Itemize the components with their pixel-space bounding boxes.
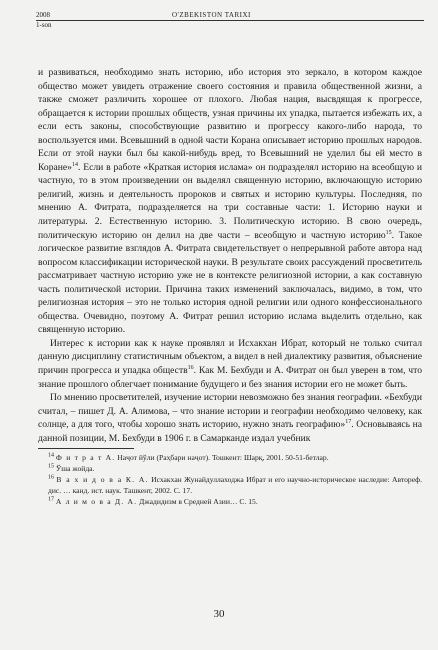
paragraph-text: . Если в работе «Краткая история ислама» он подразделял историю на всеобщую и частную, то в этом произведении он выделял священную историю, включающую историю религий, жизнь и деятельность пророков и святых и историю культуры. Последняя, по мнению А. Фитрата, подразделяется на три составные части: 1. Историю науки и литературы. 2. Естественную историю. 3. Политическую историю. В свою очередь, политическую историю он делил на две части – всеобщую и частную историю <box>38 161 422 241</box>
footnote <box>38 452 422 463</box>
header-rule <box>36 20 424 21</box>
header-journal-title: O'ZBEKISTON TARIXI <box>172 11 251 19</box>
paragraph-text: . Такое логическое развитие взглядов А. Фитрата свидетельствует о непрерывной работе автора над вопросом классификации исторической науки. В результате своих рассуждений просветитель рассматривает частную историю уже не в контексте религиозной истории, а как составную часть политической истории. Причина таких изменений заключалась, видимо, в том, что религиозная история – это не только история одной религии или одного конфессионального общества. Очевидно, поэтому А. Фитрат решил историю ислама выделить отдельно, как священную историю. <box>38 229 422 336</box>
paragraph-text: Интерес к истории как к науке проявлял и Исхакхан Ибрат, который не только считал данную дисциплину статистичным объектом, а видел в ней диалектику развития, объяснение причин прогресса и упадка обществ <box>38 337 422 377</box>
footnote-text: Исхакхан Жунайдуллаходжа Ибрат и его научно-историческое наследие: Автореф. дис. … канд. ист. наук. Ташкент, 2002. С. 17. <box>48 475 422 496</box>
footnote-ref: 17 <box>345 419 352 426</box>
footnote <box>38 463 422 474</box>
paragraph-text: По мнению просветителей, изучение истории невозможно без знания географии. «Бехбуди считал, – пишет Д. А. Алимова, – что знание истории и географии необходимо человеку, как солнце, а для того, чтобы хорошо знать историю, нужно знать географию» <box>38 392 422 431</box>
body-paragraph <box>38 391 422 445</box>
paragraph-text: . Основываясь на данной позиции, М. Бехбуди в 1906 г. в Самарканде издал учебник <box>38 419 423 444</box>
footnote-number: 15 <box>48 463 54 470</box>
footnote-author: А л и м о в а Д. А. <box>55 497 138 507</box>
footnote-number: 16 <box>48 474 54 481</box>
paragraph-text: . Как М. Бехбуди и А. Фитрат он был уверен в том, что знание прошлого облегчает понимание будущего и без знания истории его не может быть. <box>38 365 422 390</box>
header-year: 2008 <box>36 11 50 19</box>
paragraph-text: и развиваться, необходимо знать историю, ибо история это зеркало, в котором каждое общество может увидеть отражение своего состояния и правила общественной жизни, а также сможет различить хорошее от плохого. Любая нация, высвдящая к прогрессе, обращается к истории прошлых обществ, узная причины их упадка, пытается избежать их, а если есть законы, способствующие развитию и прогрессу какого-либо народа, то воспользуется ими. Всевышний в одной части Корана описывает историю прошлых народов. Если от этой науки был бы какой-нибудь вред, то Всевышний не уделил бы ей место в Коране» <box>38 67 422 173</box>
footnote-text: Ўша жойда. <box>55 464 95 474</box>
footnote-ref: 16 <box>187 364 194 371</box>
footnote-author: Ф и т р а т А. <box>55 453 116 463</box>
main-text <box>38 66 422 507</box>
header-issue: 1-son <box>36 21 52 29</box>
footnotes <box>38 452 422 507</box>
footnote-text: Джадидизм в Средней Азии… С. 15. <box>139 497 258 507</box>
running-header <box>36 11 424 41</box>
footnote <box>38 474 422 496</box>
page-number: 30 <box>213 608 225 620</box>
footnote-separator <box>38 448 134 449</box>
body-paragraph <box>38 66 422 337</box>
body-paragraphs <box>38 66 422 445</box>
footnote-number: 14 <box>48 452 54 459</box>
footnote-number: 17 <box>48 496 54 503</box>
body-paragraph <box>38 337 422 391</box>
footnote-ref: 15 <box>385 229 392 236</box>
footnote-ref: 14 <box>71 161 78 168</box>
footnote-text: Наҷот йўли (Раҳбари наҷот). Тошкент: Шарқ, 2001. 50-51-бетлар. <box>117 453 329 463</box>
footnote <box>38 496 422 507</box>
footnote-author: В а х и д о в а К. А. <box>56 475 149 485</box>
